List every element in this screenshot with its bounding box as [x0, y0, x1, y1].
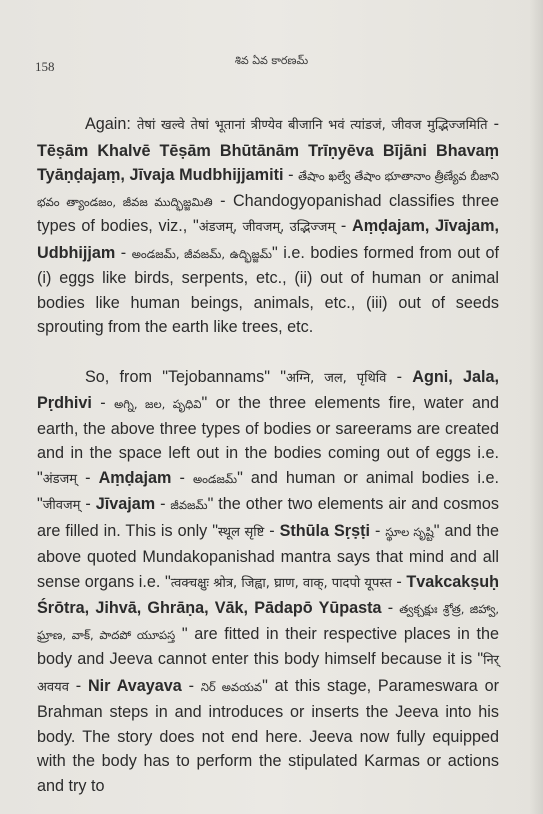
devanagari-text: अंडजम्	[42, 471, 78, 487]
body-text	[37, 112, 499, 798]
page-header	[0, 50, 543, 72]
english-text: -	[386, 367, 413, 386]
telugu-text: తేషాం ఖల్వే తేషాం భూతానాం త్రీణ్యేవ బీజాని భవం త్యాండజం, జీవజ ముద్భిజ్జమితి	[37, 169, 499, 209]
transliteration-text: Agni, Jala, Pṛdhivi	[37, 367, 499, 412]
transliteration-text: Nir Avayava	[87, 676, 182, 695]
english-text: " at this stage, Parameswara or Brahman steps in and introduces or inserts the Jeeva into his body. The story does not end here. Jeeva now fully equipped with the body has to perform the stipulated Karmas or actions and try to	[37, 676, 499, 795]
english-text: " i.e. bodies formed from out of (i) eggs like birds, serpents, etc., (ii) out of human or animal bodies like human beings, animals, etc., (iii) out of seeds sprouting from the earth like trees, etc.	[37, 243, 499, 336]
page-number: 158	[35, 59, 55, 74]
paragraph-chandogya	[37, 112, 499, 340]
english-text: " and human or animal bodies i.e. "	[37, 468, 499, 513]
transliteration-text: Tēṣām Khalvē Tēṣām Bhūtānām Trīṇyēva Bījāni Bhavaṃ Tyāṇḍajaṃ, Jīvaja Mudbhijjamiti	[37, 141, 499, 184]
transliteration-text: Aṃḍajam	[98, 468, 172, 487]
devanagari-text: अग्नि, जल, पृथिवि	[286, 370, 387, 386]
english-text: " are fitted in their respective places in the body and Jeeva cannot enter this body himself because it is "	[37, 624, 499, 668]
english-text: -	[370, 521, 386, 540]
english-text: " or the three elements fire, water and earth, the above three types of bodies or sareerams are created and in the space left out in the bodies coming out of eggs i.e. "	[37, 394, 500, 487]
english-text: -	[155, 495, 171, 513]
transliteration-text: Jīvajam	[95, 495, 156, 513]
english-text: -	[91, 394, 115, 412]
transliteration-text: Tvakcakṣuḥ Śrōtra, Jihvā, Ghrāṇa, Vāk, Pādapō Yūpasta	[37, 572, 499, 617]
telugu-text: స్థూల సృష్టి	[385, 524, 434, 539]
english-text: -	[115, 243, 132, 262]
paragraph-tejobannams	[37, 365, 499, 799]
telugu-text: త్వక్చక్షుః శ్రోత్ర, జిహ్వా, ఘ్రాణ, వాక్, పాదపో యూపస్త	[37, 602, 499, 642]
telugu-text: అండజమ్	[192, 471, 238, 486]
devanagari-text: निर् अवयव	[37, 653, 499, 695]
english-text: So, from "Tejobannams" "	[85, 367, 286, 386]
devanagari-text: त्वक्चक्षुः श्रोत्र, जिह्वा, घ्राण, वाक्, पादपो यूपस्त	[170, 575, 392, 591]
telugu-text: జీవజమ్	[170, 498, 208, 512]
english-text: " the other two elements air and cosmos are filled in. This is only "	[37, 495, 499, 540]
running-title: శివ ఏవ కారణమ్	[234, 54, 309, 67]
english-text: Again:	[85, 115, 138, 133]
english-text: - Chandogyopanishad classifies three types of bodies, viz., "	[37, 191, 500, 235]
english-text: -	[283, 166, 299, 184]
devanagari-text: जीवजम्	[42, 498, 81, 513]
english-text: -	[77, 468, 99, 487]
english-text: -	[80, 495, 96, 513]
english-text: -	[264, 521, 280, 540]
telugu-text: నిర్ అవయవ	[200, 679, 263, 694]
telugu-text: అగ్ని, జల, పృధివి	[114, 397, 202, 411]
page-edge-shadow	[529, 0, 543, 814]
english-text: -	[487, 115, 499, 133]
telugu-text: అండజమ్, జీవజమ్, ఉద్భిజ్జమ్	[131, 246, 272, 261]
transliteration-text: Aṃḍajam, Jīvajam, Udbhijjam	[37, 217, 499, 262]
devanagari-text: अंडजम्, जीवजम्, उद्भिज्जम्	[198, 220, 336, 235]
transliteration-text: Sthūla Sṛṣṭi	[279, 521, 370, 540]
english-text: -	[335, 217, 353, 235]
english-text: -	[391, 572, 407, 591]
english-text: -	[181, 676, 201, 695]
english-text: " and the above quoted Mundakopanishad mantra says that mind and all sense organs i.e. "	[37, 521, 499, 591]
devanagari-text: तेषां खल्वे तेषां भूतानां त्रीण्येव बीजानि भवं त्यांडजं, जीवज मुद्भिज्जमिति	[137, 118, 488, 133]
devanagari-text: स्थूल सृष्टि	[217, 524, 265, 540]
english-text: -	[68, 676, 88, 695]
english-text: -	[171, 468, 193, 487]
english-text: -	[381, 599, 400, 617]
